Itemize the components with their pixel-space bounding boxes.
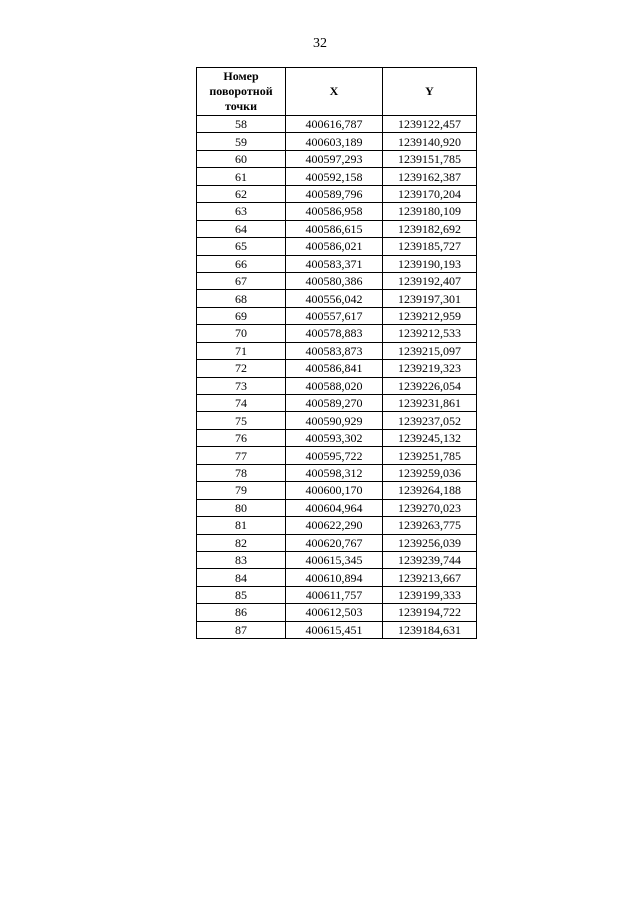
x-cell: 400612,503: [286, 604, 383, 621]
point-number-cell: 75: [197, 412, 286, 429]
x-cell: 400586,021: [286, 238, 383, 255]
x-cell: 400615,345: [286, 551, 383, 568]
table-row: [197, 255, 477, 272]
table-row: [197, 307, 477, 324]
x-cell: 400586,958: [286, 203, 383, 220]
x-cell: 400557,617: [286, 307, 383, 324]
table-row: [197, 569, 477, 586]
point-number-cell: 78: [197, 464, 286, 481]
y-cell: 1239180,109: [383, 203, 477, 220]
table-row: [197, 499, 477, 516]
table-row: [197, 395, 477, 412]
point-number-cell: 77: [197, 447, 286, 464]
point-number-cell: 82: [197, 534, 286, 551]
point-number-cell: 87: [197, 621, 286, 638]
y-cell: 1239194,722: [383, 604, 477, 621]
x-cell: 400589,270: [286, 395, 383, 412]
y-cell: 1239197,301: [383, 290, 477, 307]
point-number-cell: 58: [197, 116, 286, 133]
header-row: [197, 68, 477, 116]
table-row: [197, 220, 477, 237]
table-row: [197, 586, 477, 603]
table-row: [197, 517, 477, 534]
point-number-cell: 83: [197, 551, 286, 568]
x-cell: 400615,451: [286, 621, 383, 638]
y-cell: 1239184,631: [383, 621, 477, 638]
x-cell: 400592,158: [286, 168, 383, 185]
y-cell: 1239212,959: [383, 307, 477, 324]
x-cell: 400622,290: [286, 517, 383, 534]
point-number-cell: 67: [197, 272, 286, 289]
table-row: [197, 429, 477, 446]
x-cell: 400583,371: [286, 255, 383, 272]
coordinates-table: [196, 67, 477, 639]
x-cell: 400610,894: [286, 569, 383, 586]
x-cell: 400604,964: [286, 499, 383, 516]
x-cell: 400593,302: [286, 429, 383, 446]
table-row: [197, 482, 477, 499]
point-number-cell: 60: [197, 150, 286, 167]
y-cell: 1239212,533: [383, 325, 477, 342]
x-cell: 400590,929: [286, 412, 383, 429]
y-cell: 1239239,744: [383, 551, 477, 568]
y-cell: 1239270,023: [383, 499, 477, 516]
y-cell: 1239231,861: [383, 395, 477, 412]
point-number-cell: 65: [197, 238, 286, 255]
point-number-cell: 84: [197, 569, 286, 586]
table-row: [197, 551, 477, 568]
table-row: [197, 377, 477, 394]
point-number-cell: 86: [197, 604, 286, 621]
x-cell: 400598,312: [286, 464, 383, 481]
point-number-cell: 76: [197, 429, 286, 446]
x-cell: 400597,293: [286, 150, 383, 167]
y-cell: 1239162,387: [383, 168, 477, 185]
table-row: [197, 168, 477, 185]
table-row: [197, 238, 477, 255]
point-number-cell: 71: [197, 342, 286, 359]
x-cell: 400603,189: [286, 133, 383, 150]
point-number-cell: 62: [197, 185, 286, 202]
point-number-cell: 72: [197, 360, 286, 377]
y-cell: 1239192,407: [383, 272, 477, 289]
y-cell: 1239213,667: [383, 569, 477, 586]
table-row: [197, 325, 477, 342]
x-cell: 400595,722: [286, 447, 383, 464]
y-cell: 1239256,039: [383, 534, 477, 551]
x-cell: 400586,841: [286, 360, 383, 377]
table-row: [197, 534, 477, 551]
y-cell: 1239190,193: [383, 255, 477, 272]
point-number-cell: 64: [197, 220, 286, 237]
page-number: 32: [313, 36, 327, 51]
y-cell: 1239264,188: [383, 482, 477, 499]
point-number-cell: 69: [197, 307, 286, 324]
x-cell: 400620,767: [286, 534, 383, 551]
x-cell: 400583,873: [286, 342, 383, 359]
y-cell: 1239199,333: [383, 586, 477, 603]
y-cell: 1239251,785: [383, 447, 477, 464]
x-cell: 400588,020: [286, 377, 383, 394]
table-row: [197, 360, 477, 377]
point-number-cell: 63: [197, 203, 286, 220]
y-cell: 1239170,204: [383, 185, 477, 202]
y-cell: 1239263,775: [383, 517, 477, 534]
point-number-cell: 80: [197, 499, 286, 516]
point-number-cell: 59: [197, 133, 286, 150]
point-number-cell: 74: [197, 395, 286, 412]
x-cell: 400600,170: [286, 482, 383, 499]
y-cell: 1239245,132: [383, 429, 477, 446]
y-cell: 1239226,054: [383, 377, 477, 394]
y-cell: 1239185,727: [383, 238, 477, 255]
table-row: [197, 290, 477, 307]
header-y: Y: [383, 68, 477, 116]
table-row: [197, 133, 477, 150]
table-body: [197, 116, 477, 639]
x-cell: 400580,386: [286, 272, 383, 289]
table-row: [197, 342, 477, 359]
y-cell: 1239237,052: [383, 412, 477, 429]
y-cell: 1239182,692: [383, 220, 477, 237]
table-row: [197, 185, 477, 202]
y-cell: 1239140,920: [383, 133, 477, 150]
point-number-cell: 61: [197, 168, 286, 185]
table-row: [197, 464, 477, 481]
y-cell: 1239215,097: [383, 342, 477, 359]
point-number-cell: 70: [197, 325, 286, 342]
header-point-number: Номер поворотной точки: [197, 68, 286, 116]
x-cell: 400586,615: [286, 220, 383, 237]
point-number-cell: 73: [197, 377, 286, 394]
table-row: [197, 621, 477, 638]
x-cell: 400611,757: [286, 586, 383, 603]
table-row: [197, 116, 477, 133]
table-row: [197, 203, 477, 220]
point-number-cell: 85: [197, 586, 286, 603]
table-header: [197, 68, 477, 116]
x-cell: 400578,883: [286, 325, 383, 342]
header-x: X: [286, 68, 383, 116]
x-cell: 400589,796: [286, 185, 383, 202]
y-cell: 1239259,036: [383, 464, 477, 481]
point-number-cell: 66: [197, 255, 286, 272]
point-number-cell: 81: [197, 517, 286, 534]
table-row: [197, 412, 477, 429]
point-number-cell: 68: [197, 290, 286, 307]
x-cell: 400616,787: [286, 116, 383, 133]
table-row: [197, 272, 477, 289]
x-cell: 400556,042: [286, 290, 383, 307]
table-row: [197, 604, 477, 621]
y-cell: 1239122,457: [383, 116, 477, 133]
y-cell: 1239219,323: [383, 360, 477, 377]
y-cell: 1239151,785: [383, 150, 477, 167]
table-row: [197, 447, 477, 464]
table-row: [197, 150, 477, 167]
point-number-cell: 79: [197, 482, 286, 499]
